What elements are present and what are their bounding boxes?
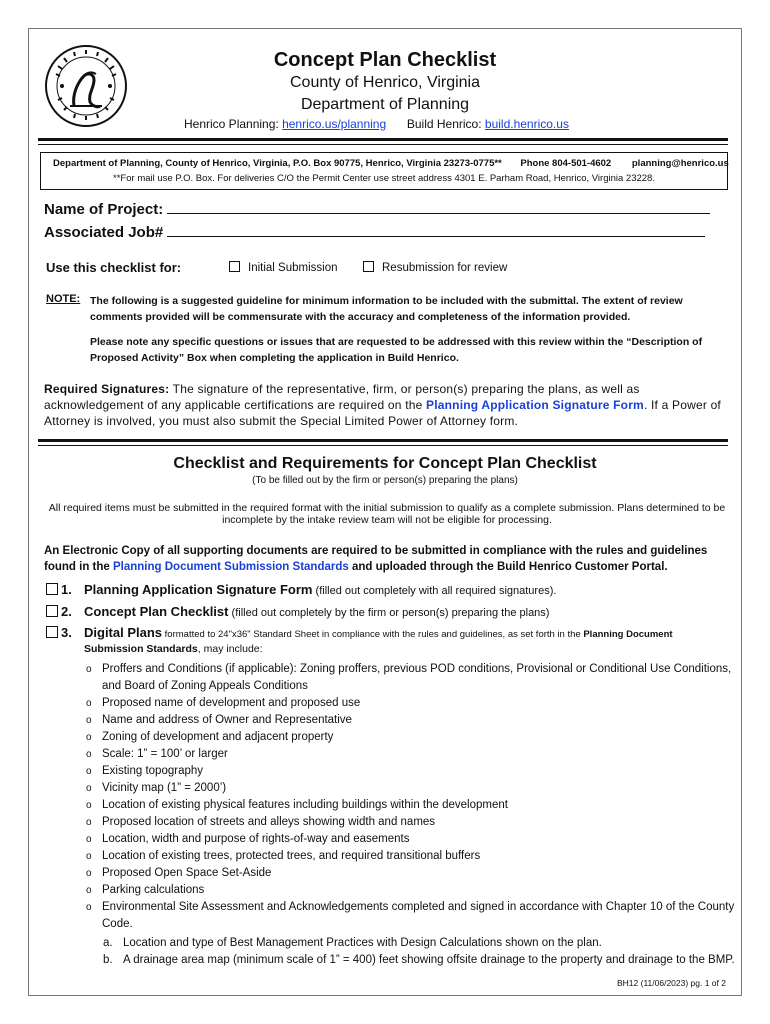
list-item: o Location, width and purpose of rights-of-way and easements (86, 831, 736, 848)
list-item: o Environmental Site Assessment and Acknowledgements completed and signed in accordance with Chapter 10 of the County Code. (86, 899, 736, 933)
use-checklist-label: Use this checklist for: (46, 260, 182, 275)
address-text: Department of Planning, County of Henrico, Virginia, P.O. Box 90775, Henrico, Virginia 23273-0775** (53, 158, 502, 169)
department-name: Department of Planning (300, 96, 470, 113)
resubmission-checkbox[interactable] (363, 261, 374, 272)
sub-item-a-letter: a. (103, 937, 113, 949)
resubmission-option[interactable] (363, 261, 507, 274)
address-box (40, 152, 728, 190)
note-text-2: Please note any specific questions or issues that are requested to be addressed with this review within the “Description of Proposed Activity” Box when completing the application in Build Henrico. (90, 336, 703, 364)
phone-number: Phone 804-501-4602 (520, 158, 612, 169)
item-1-number: 1. (61, 582, 72, 597)
note-label: NOTE: (46, 293, 81, 305)
signature-form-link[interactable]: Planning Application Signature Form (426, 398, 644, 412)
sub-item-b-letter: b. (103, 954, 113, 966)
list-item: o Location of existing physical features including buildings within the development (86, 797, 736, 814)
address-line-1 (53, 158, 729, 169)
county-name: County of Henrico, Virginia (289, 74, 481, 91)
sub-item-a (103, 937, 602, 949)
checklist-item-1[interactable] (46, 582, 556, 597)
item-2-number: 2. (61, 604, 72, 619)
list-item: o Proposed Open Space Set-Aside (86, 865, 736, 882)
build-label: Build Henrico: (406, 117, 482, 131)
electronic-text-a: An Electronic Copy of all supporting documents are required to be submitted in compliance with the rules and guidelines found in the (44, 545, 708, 573)
required-signatures-label: Required Signatures: (44, 382, 170, 396)
initial-submission-checkbox[interactable] (229, 261, 240, 272)
list-item: o Proposed name of development and proposed use (86, 695, 736, 712)
item-3-checkbox[interactable] (46, 626, 58, 638)
required-signatures-text-b: . If a Power of Attorney is involved, you must also submit the Special Limited Power of Attorney form. (44, 398, 721, 428)
list-item: o Proffers and Conditions (if applicable): Zoning proffers, previous POD conditions, Provisional or Conditional Use Conditions, and Board of Zoning Appeals Conditions (86, 661, 736, 695)
project-name-line[interactable] (167, 201, 710, 214)
electronic-copy-statement (44, 543, 734, 575)
sub-item-b-text: A drainage area map (minimum scale of 1” = 400) feet showing offsite drainage to the property and drainage to the BMP. (123, 954, 735, 966)
item-1-checkbox[interactable] (46, 583, 58, 595)
submission-standards (84, 643, 263, 655)
initial-submission-option[interactable] (229, 261, 337, 274)
associated-job-label: Associated Job# (44, 224, 164, 241)
item-2-name: Concept Plan Checklist (84, 604, 229, 619)
email-address: planning@henrico.us (631, 158, 729, 169)
item-2-desc: (filled out completely by the firm or person(s) preparing the plans) (228, 607, 550, 619)
submission-standards-tail: , may include: (197, 643, 263, 655)
section-title: Checklist and Requirements for Concept Plan Checklist (173, 455, 597, 472)
sub-item-b (103, 954, 735, 966)
project-name-field[interactable] (44, 201, 710, 218)
item-1-name: Planning Application Signature Form (84, 582, 313, 597)
checklist-item-3[interactable] (46, 625, 673, 640)
section-divider (38, 439, 728, 442)
list-item: o Existing topography (86, 763, 736, 780)
list-item: o Scale: 1” = 100’ or larger (86, 746, 736, 763)
list-item: o Parking calculations (86, 882, 736, 899)
header-divider-thin (38, 144, 728, 145)
checklist-item-2[interactable] (46, 604, 549, 619)
item-3-desc: formatted to 24"x36" Standard Sheet in compliance with the rules and guidelines, as set forth in the (162, 629, 584, 640)
resubmission-label: Resubmission for review (382, 262, 508, 274)
section-subtitle: (To be filled out by the firm or person(s) preparing the plans) (252, 475, 518, 486)
address-line-2: **For mail use P.O. Box. For deliveries C/O the Permit Center use street address 4301 E. Parham Road, Henrico, Virginia 23228. (113, 173, 655, 184)
submission-paragraph: All required items must be submitted in the required format with the initial submission to qualify as a complete submission. Plans determined to be incomplete by the intake review team will not be eligible for processing. (48, 502, 726, 526)
project-name-label: Name of Project: (44, 201, 164, 218)
list-item: o Location of existing trees, protected trees, and required transitional buffers (86, 848, 736, 865)
list-item: o Zoning of development and adjacent property (86, 729, 736, 746)
list-item: o Name and address of Owner and Representative (86, 712, 736, 729)
submission-standards-link[interactable]: Planning Document Submission Standards (112, 561, 349, 573)
build-link[interactable]: build.henrico.us (484, 117, 569, 131)
page-footer: BH12 (11/06/2023) pg. 1 of 2 (616, 978, 726, 988)
associated-job-line[interactable] (167, 224, 705, 237)
initial-submission-label: Initial Submission (248, 262, 338, 274)
item-3-desc-bold: Planning Document (583, 629, 673, 640)
planning-link[interactable]: henrico.us/planning (282, 117, 387, 131)
list-item: o Proposed location of streets and alleys showing width and names (86, 814, 736, 831)
item-3-number: 3. (61, 625, 72, 640)
required-signatures (44, 381, 730, 429)
item-1-desc: (filled out completely with all required signatures). (312, 585, 557, 597)
header-divider (38, 138, 728, 141)
page-title: Concept Plan Checklist (273, 49, 497, 71)
planning-label: Henrico Planning: (184, 117, 279, 131)
header-links (184, 117, 569, 131)
note-text-1: The following is a suggested guideline for minimum information to be included with the submittal. The extent of review comments provided will be commensurate with the accuracy and completeness of the information provided. (90, 295, 683, 323)
digital-plans-list (86, 661, 736, 933)
required-signatures-text-a: The signature of the representative, firm, or person(s) preparing the plans, as well as acknowledgement of any applicable certifications are required on the (44, 382, 640, 412)
electronic-text-b: and uploaded through the Build Henrico Customer Portal. (348, 561, 668, 573)
item-2-checkbox[interactable] (46, 605, 58, 617)
item-3-name: Digital Plans (84, 625, 163, 640)
section-divider-thin (38, 445, 728, 446)
associated-job-field[interactable] (44, 224, 705, 241)
sub-item-a-text: Location and type of Best Management Practices with Design Calculations shown on the plan. (123, 937, 602, 949)
submission-standards-label: Submission Standards (84, 643, 198, 655)
list-item: o Vicinity map (1” = 2000’) (86, 780, 736, 797)
